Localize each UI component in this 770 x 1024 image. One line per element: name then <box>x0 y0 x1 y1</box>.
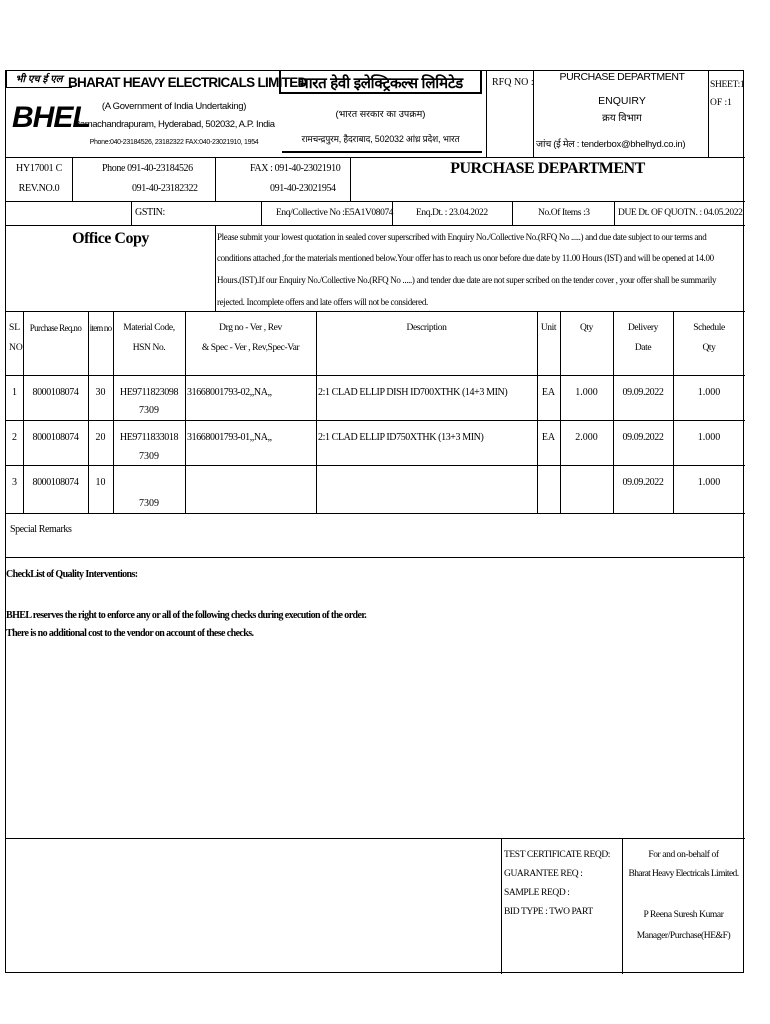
enquiry-date: Enq.Dt. : 23.04.2022 <box>416 208 488 218</box>
row-qty: 1.000 <box>575 387 598 398</box>
row-hsn: 7309 <box>139 498 159 509</box>
on-behalf-line-2: Bharat Heavy Electricals Limited. <box>628 869 739 879</box>
phone-fax-en: Phone:040-23184526, 23182322 FAX:040-23021910, 1954 <box>89 139 259 146</box>
phone-line-2: 091-40-23182322 <box>132 183 198 194</box>
office-copy-label: Office Copy <box>72 230 149 247</box>
col-header-sl-no: NO <box>9 343 23 353</box>
fax-line-1: FAX : 091-40-23021910 <box>250 163 341 174</box>
col-header-schedule: Schedule <box>693 323 725 333</box>
checklist-line-2: There is no additional cost to the vendor on account of these checks. <box>6 628 254 639</box>
enquiry-number: Enq/Collective No :E5A1V08074 <box>276 208 394 218</box>
enquiry-form <box>5 70 744 973</box>
on-behalf-line-1: For and on-behalf of <box>648 850 719 860</box>
row-sl: 1 <box>12 387 17 398</box>
doc-code: HY17001 C <box>16 163 62 174</box>
instruction-line-4: rejected. Incomplete offers and late offers will not be considered. <box>217 297 428 307</box>
row-unit: EA <box>541 432 556 443</box>
col-header-delivery-date: Date <box>634 343 652 353</box>
govt-undertaking-hi: (भारत सरकार का उपक्रम) <box>335 109 426 120</box>
row-qty: 2.000 <box>575 432 598 443</box>
special-remarks-label: Special Remarks <box>10 524 72 535</box>
row-schedule-qty: 1.000 <box>697 387 721 398</box>
row-delivery-date: 09.09.2022 <box>622 432 664 443</box>
checklist-line-1: BHEL reserves the right to enforce any or all of the following checks during execution of the order. <box>6 610 367 621</box>
col-header-purchase-req: Purchase Req.no <box>29 323 82 333</box>
row-purchase-req: 8000108074 <box>32 432 79 443</box>
row-description: 2:1 CLAD ELLIP DISH ID700XTHK (14+3 MIN) <box>318 387 508 398</box>
sample-reqd: SAMPLE REQD : <box>504 888 570 898</box>
bhel-logo <box>6 71 90 157</box>
dept-heading: PURCHASE DEPARTMENT <box>559 71 685 83</box>
no-of-items: No.Of Items :3 <box>538 208 590 218</box>
row-drg-no: 31668001793-01,,NA,, <box>187 432 272 443</box>
gstin-label: GSTIN: <box>135 207 165 218</box>
test-certificate-reqd: TEST CERTIFICATE REQD: <box>504 850 611 860</box>
row-sl: 2 <box>12 432 17 443</box>
sheet-number: SHEET:1 <box>710 80 745 90</box>
company-name-hi: भारत हेवी इलेक्ट्रिकल्स लिमिटेड <box>298 75 463 92</box>
instruction-line-3: Hours.(IST).If our Enquiry No./Collective No.(RFQ No .....) and tender due date are not super scribed on the tender cover , your offer shall be summarily <box>217 275 717 285</box>
enquiry-heading: ENQUIRY <box>598 95 646 107</box>
dept-heading-hi: क्रय विभाग <box>602 113 642 124</box>
purchase-dept-title: PURCHASE DEPARTMENT <box>450 160 645 177</box>
col-header-material-code: Material Code, <box>123 323 175 333</box>
guarantee-reqd: GUARANTEE REQ : <box>504 869 583 879</box>
row-item-no: 20 <box>95 432 106 443</box>
row-description: 2:1 CLAD ELLIP ID750XTHK (13+3 MIN) <box>318 432 484 443</box>
phone-line-1: Phone 091-40-23184526 <box>102 163 193 174</box>
sheet-total: OF :1 <box>710 98 732 108</box>
checklist-title: CheckList of Quality Interventions: <box>6 569 138 580</box>
row-material-code: HE9711833018 <box>119 432 179 443</box>
row-item-no: 30 <box>95 387 106 398</box>
govt-undertaking: (A Government of India Undertaking) <box>101 101 247 112</box>
row-schedule-qty: 1.000 <box>697 477 721 488</box>
col-header-qty: Qty <box>579 323 594 333</box>
row-item-no: 10 <box>95 477 106 488</box>
instruction-line-2: conditions attached ,for the materials mentioned below.Your offer has to reach us onor before due date by 11.00 Hours (IST) and will be opened at 14.00 <box>217 253 714 263</box>
row-purchase-req: 8000108074 <box>32 387 79 398</box>
address-hi: रामचन्द्रपुरम, हैदराबाद, 502032 आंध्र प्रदेश, भारत <box>301 134 460 144</box>
logo-mark: BHEL <box>12 101 90 134</box>
logo-hindi-text: भी एच ई एल <box>15 74 63 85</box>
address-en: Ramachandrapuram, Hyderabad, 502032, A.P. India <box>73 119 275 130</box>
instruction-line-1: Please submit your lowest quotation in sealed cover superscribed with Enquiry No./Collective No.(RFQ No .....) and due date subject to our terms and <box>217 232 707 242</box>
col-header-schedule-qty: Qty <box>702 343 716 353</box>
col-header-spec: & Spec - Ver , Rev,Spec-Var <box>201 343 300 353</box>
row-hsn: 7309 <box>139 405 159 416</box>
col-header-delivery: Delivery <box>627 323 659 333</box>
row-sl: 3 <box>12 477 17 488</box>
col-header-description: Description <box>406 323 447 333</box>
signatory-name: P Reena Suresh Kumar <box>643 910 724 920</box>
fax-line-2: 091-40-23021954 <box>270 183 336 194</box>
col-header-unit: Unit <box>540 323 557 333</box>
col-header-hsn: HSN No. <box>132 343 166 353</box>
col-header-drg-no: Drg no - Ver , Rev <box>219 323 282 333</box>
col-header-item-no: item no <box>89 323 112 333</box>
revision-no: REV.NO.0 <box>18 183 60 194</box>
row-delivery-date: 09.09.2022 <box>622 387 664 398</box>
company-name-en: BHARAT HEAVY ELECTRICALS LIMITED <box>68 75 307 90</box>
bid-type: BID TYPE : TWO PART <box>504 907 593 917</box>
row-drg-no: 31668001793-02,,NA,, <box>187 387 272 398</box>
row-unit: EA <box>541 387 556 398</box>
row-schedule-qty: 1.000 <box>697 432 721 443</box>
tender-email: जांच (ई मेल : tenderbox@bhelhyd.co.in) <box>536 139 686 150</box>
row-hsn: 7309 <box>139 451 159 462</box>
signatory-designation: Manager/Purchase(HE&F) <box>636 931 731 941</box>
row-material-code: HE9711823098 <box>119 387 179 398</box>
row-delivery-date: 09.09.2022 <box>622 477 664 488</box>
due-date: DUE Dt. OF QUOTN. : 04.05.2022 <box>618 208 743 218</box>
col-header-sl: SL <box>9 323 21 333</box>
row-purchase-req: 8000108074 <box>32 477 79 488</box>
rfq-no-label: RFQ NO : <box>492 77 534 88</box>
